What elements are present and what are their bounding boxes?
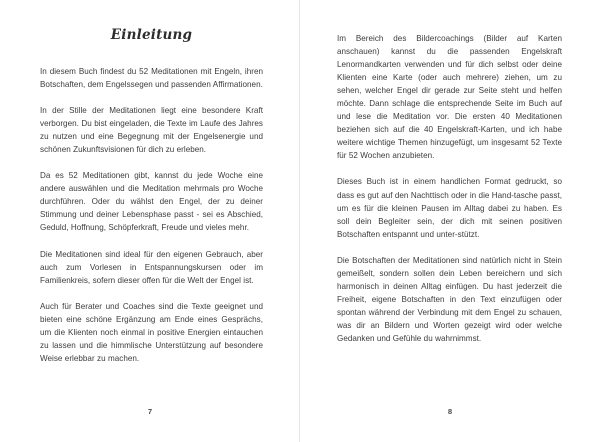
paragraph: Dieses Buch ist in einem handlichen Format gedruckt, so dass es gut auf den Nachttisch oder in die Hand-tasche passt, um es für die kleinen Pausen im Alltag dabei zu haben. Es soll dein Begleiter sein, der dich mit seinen positiven Botschaften entspannt und unter-stützt. (337, 177, 562, 239)
page-number-right: 8 (447, 407, 453, 416)
paragraph: Im Bereich des Bildercoachings (Bilder auf Karten anschauen) kannst du die passenden Engelskraft Lenormandkarten verwenden und für dich selbst oder deine Klienten eine Karte (oder auch mehrere) ziehen, um zu sehen, welcher Engel dir gerade zur Seite steht und helfen möchte. Dann schlage die entsprechende Seite im Buch auf und lese die Meditation vor. Die ersten 40 Meditationen beziehen sich auf die 40 Engelskraft-Karten, und ich habe weitere wichtige Themen hinzugefügt, um insgesamt 52 Texte für 52 Wochen anzubieten. (337, 34, 562, 161)
right-page-body (337, 0, 562, 442)
left-page-paragraphs (40, 43, 263, 365)
paragraph: Die Botschaften der Meditationen sind natürlich nicht in Stein gemeißelt, sondern sollen dein Leben bereichern und sich harmonisch in deinen Alltag einfügen. Du hast jederzeit die Freiheit, eigene Botschaften in den Text einzufügen oder spontan während der Verbindung mit dem Engel zu schauen, was dir an Bildern und Worten gezeigt wird oder welche Gedanken und Gefühle du wahrnimmst. (337, 255, 562, 343)
paragraph: Da es 52 Meditationen gibt, kannst du jede Woche eine andere auswählen und die Meditation mehrmals pro Woche durchführen. Oder du wählst den Engel, der zu deiner Stimmung und deiner Lebensphase passt - sei es Abschied, Geduld, Hoffnung, Schöpferkraft, Freude und vieles mehr. (40, 171, 263, 233)
paragraph: In diesem Buch findest du 52 Meditationen mit Engeln, ihren Botschaften, dem Engelssegen und passenden Affirmationen. (40, 67, 263, 90)
paragraph: Die Meditationen sind ideal für den eigenen Gebrauch, aber auch zum Vorlesen in Entspannungskursen oder im Familienkreis, sofern dieser offen für die Welt der Engel ist. (40, 249, 263, 285)
paragraph: In der Stille der Meditationen liegt eine besondere Kraft verborgen. Du bist eingeladen, die Texte im Laufe des Jahres zu nutzen und eine Begegnung mit der Engelsenergie und schönen Zukunftsvisionen für dich zu erleben. (40, 106, 263, 155)
left-page-body (40, 0, 263, 442)
paragraph: Auch für Berater und Coaches sind die Texte geeignet und bieten eine schöne Ergänzung am Ende eines Gesprächs, um die Klienten noch einmal in positive Energien eintauchen zu lassen und die himmlische Unterstützung auf besondere Weise erlebbar zu machen. (40, 301, 263, 363)
right-page-paragraphs (337, 0, 562, 345)
page-number-left: 7 (147, 407, 153, 416)
right-page (300, 0, 600, 442)
chapter-heading: Einleitung (110, 27, 193, 43)
